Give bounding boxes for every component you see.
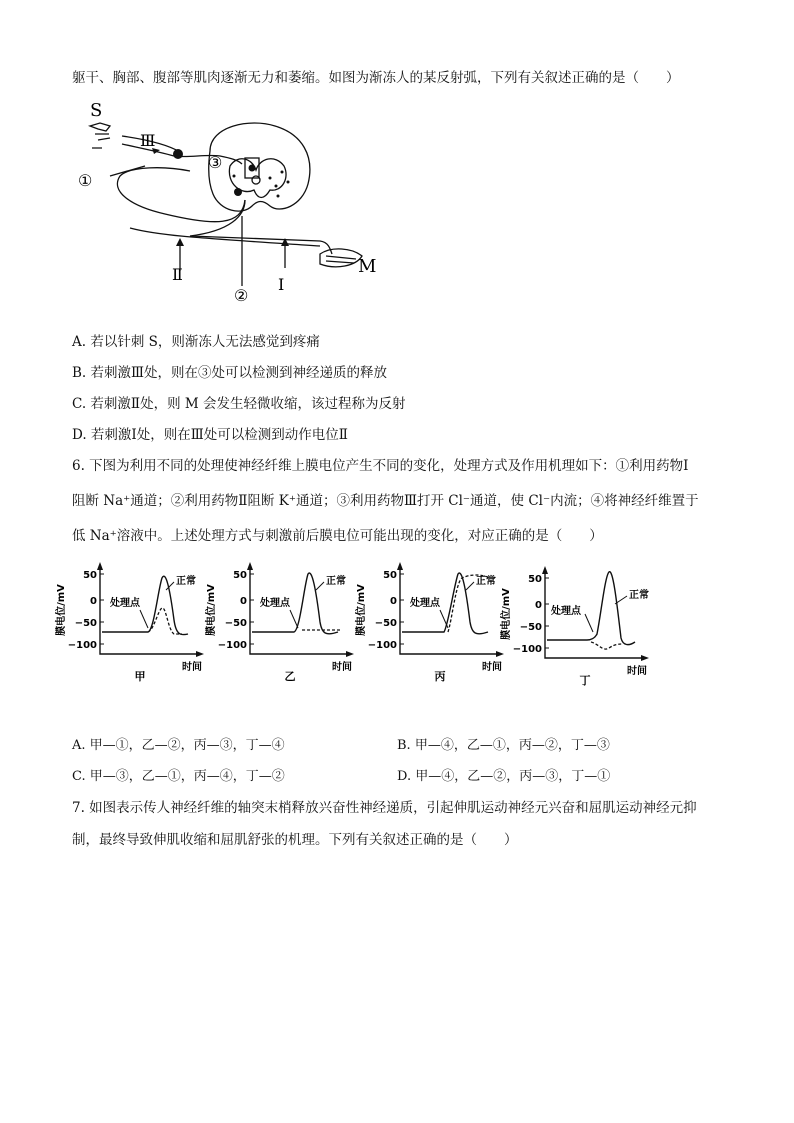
normal-label: 正常 bbox=[326, 576, 346, 587]
x-axis-label: 时间 bbox=[627, 666, 647, 677]
q6-option-c: C. 甲—③，乙—①，丙—④，丁—② bbox=[72, 769, 285, 784]
q5-option-b: B. 若刺激Ⅲ处，则在③处可以检测到神经递质的释放 bbox=[72, 365, 388, 381]
tick-label: −50 bbox=[374, 618, 397, 629]
label-III: Ⅲ bbox=[140, 131, 156, 150]
q6-option-b: B. 甲—④，乙—①，丙—②，丁—③ bbox=[397, 738, 610, 753]
q5-option-d: D. 若刺激Ⅰ处，则在Ⅲ处可以检测到动作电位Ⅱ bbox=[72, 427, 348, 443]
x-axis-label: 时间 bbox=[482, 662, 502, 673]
q6-text-1: 6. 下图为利用不同的处理使神经纤维上膜电位产生不同的变化，处理方式及作用机理如下：①利用药物Ⅰ bbox=[72, 458, 689, 474]
q5-option-a: A. 若以针刺 S，则渐冻人无法感觉到疼痛 bbox=[72, 334, 320, 350]
tick-label: −100 bbox=[367, 640, 397, 651]
q6-text-3: 低 Na⁺溶液中。上述处理方式与刺激前后膜电位可能出现的变化，对应正确的是（ ） bbox=[72, 528, 603, 544]
tick-label: −50 bbox=[74, 618, 97, 629]
label-c1: ① bbox=[78, 171, 93, 190]
label-S: S bbox=[90, 100, 103, 121]
tick-label: −50 bbox=[519, 622, 542, 633]
tick-label: −50 bbox=[224, 618, 247, 629]
q7-text-2: 制，最终导致伸肌收缩和屈肌舒张的机理。下列有关叙述正确的是（ ） bbox=[72, 832, 518, 848]
y-axis-label: 膜电位/mV bbox=[356, 584, 367, 636]
tick-label: 0 bbox=[90, 596, 97, 607]
graph-panel bbox=[204, 562, 354, 683]
tick-label: 0 bbox=[390, 596, 397, 607]
q6-text-2: 阻断 Na⁺通道；②利用药物Ⅱ阻断 K⁺通道；③利用药物Ⅲ打开 Cl⁻通道，使 Cl⁻内流；④将神经纤维置于 bbox=[72, 493, 699, 509]
graph-panel bbox=[354, 562, 504, 683]
treat-point-label: 处理点 bbox=[260, 598, 290, 609]
panel-name: 甲 bbox=[134, 670, 146, 683]
label-II: Ⅱ bbox=[172, 265, 183, 284]
treated-curve bbox=[591, 642, 623, 649]
y-axis-label: 膜电位/mV bbox=[206, 584, 217, 636]
x-axis-label: 时间 bbox=[182, 662, 202, 673]
q6-option-d: D. 甲—④，乙—②，丙—③，丁—① bbox=[397, 769, 611, 784]
q5-option-c: C. 若刺激Ⅱ处，则 M 会发生轻微收缩，该过程称为反射 bbox=[72, 396, 406, 412]
tick-label: 0 bbox=[240, 596, 247, 607]
tick-label: 50 bbox=[528, 574, 542, 585]
tick-label: 50 bbox=[83, 570, 97, 581]
tick-label: 0 bbox=[535, 600, 542, 611]
q7-text-1: 7. 如图表示传人神经纤维的轴突末梢释放兴奋性神经递质，引起伸肌运动神经元兴奋和屈肌运动神经元抑 bbox=[72, 800, 697, 816]
tick-label: −100 bbox=[67, 640, 97, 651]
tick-label: −100 bbox=[217, 640, 247, 651]
tick-label: 50 bbox=[383, 570, 397, 581]
y-axis-label: 膜电位/mV bbox=[56, 584, 67, 636]
label-c3: ③ bbox=[208, 153, 223, 172]
reflex-arc-diagram bbox=[70, 96, 400, 306]
membrane-potential-graphs bbox=[56, 560, 670, 690]
panel-name: 丙 bbox=[434, 670, 446, 683]
y-axis-label: 膜电位/mV bbox=[501, 588, 512, 640]
normal-label: 正常 bbox=[476, 576, 496, 587]
treat-point-label: 处理点 bbox=[410, 598, 440, 609]
panel-name: 丁 bbox=[579, 674, 591, 687]
treat-point-label: 处理点 bbox=[551, 606, 581, 617]
tick-label: −100 bbox=[512, 644, 542, 655]
label-c2: ② bbox=[234, 286, 249, 305]
graph-panel bbox=[54, 562, 204, 683]
intro-text: 躯干、胸部、腹部等肌肉逐渐无力和萎缩。如图为渐冻人的某反射弧，下列有关叙述正确的是（ ） bbox=[72, 70, 680, 86]
graph-panel bbox=[499, 566, 649, 687]
treat-point-label: 处理点 bbox=[110, 598, 140, 609]
label-M: M bbox=[358, 256, 377, 277]
panel-name: 乙 bbox=[284, 670, 296, 683]
label-I: Ⅰ bbox=[278, 275, 285, 294]
normal-label: 正常 bbox=[629, 590, 649, 601]
q6-option-a: A. 甲—①，乙—②，丙—③，丁—④ bbox=[72, 738, 285, 753]
x-axis-label: 时间 bbox=[332, 662, 352, 673]
tick-label: 50 bbox=[233, 570, 247, 581]
normal-label: 正常 bbox=[176, 576, 196, 587]
